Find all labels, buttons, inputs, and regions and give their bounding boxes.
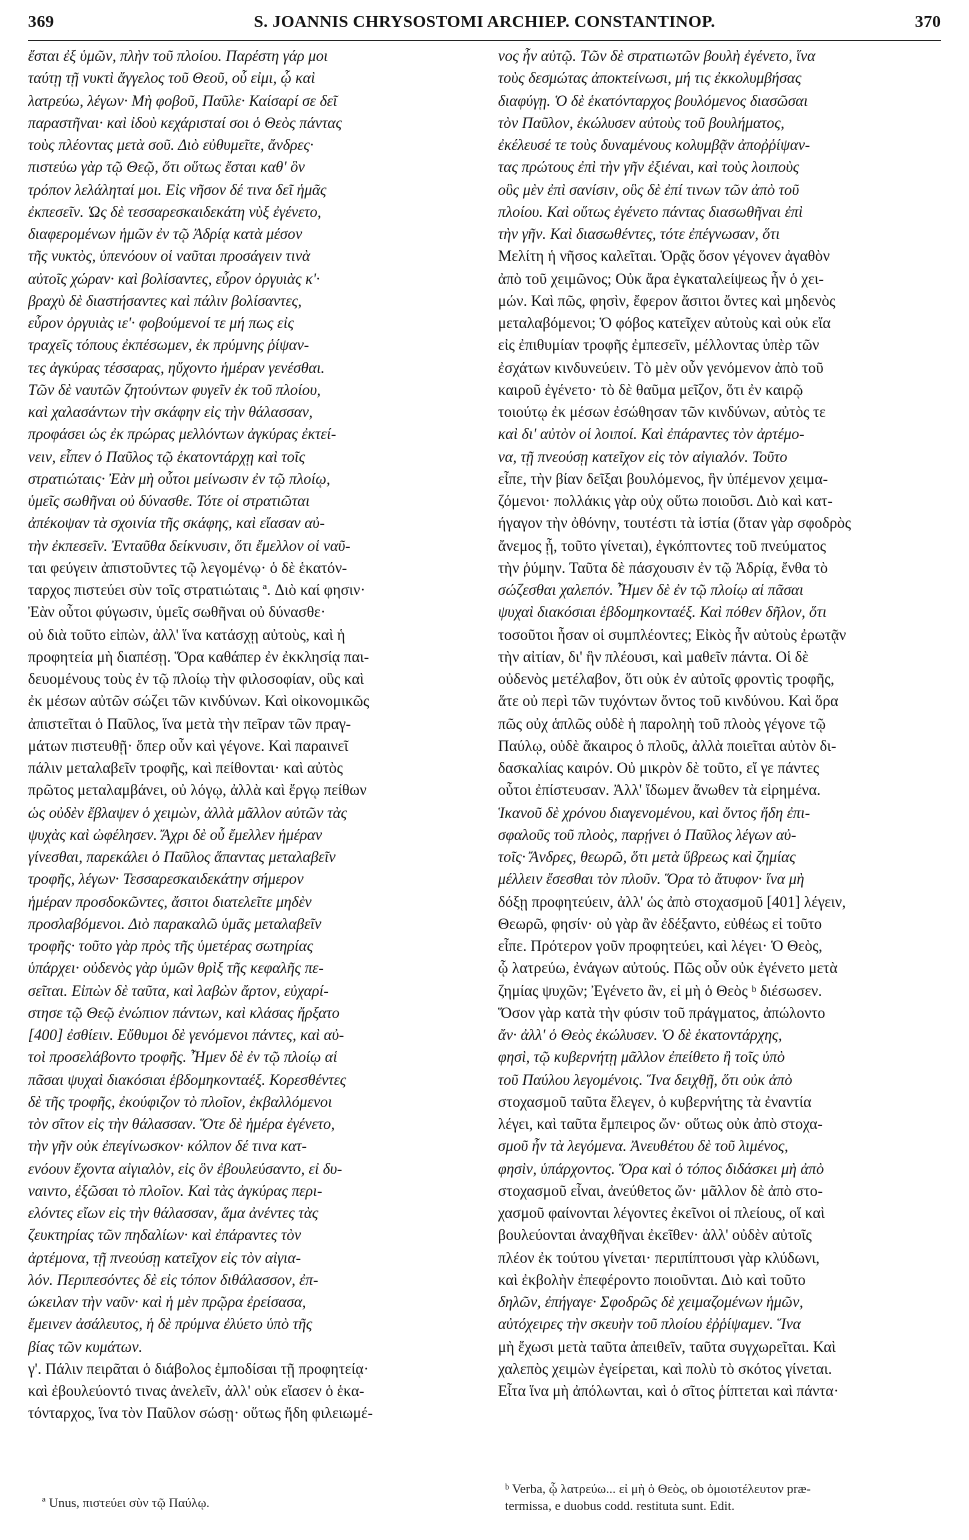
text-line: σφαλοῦς τοῦ πλοὸς, παρῄνει ὁ Παῦλος λέγων αὐ- — [498, 826, 797, 844]
text-line: Ὅσον γὰρ κατὰ τὴν φύσιν τοῦ πράγματος, ἀπώλοντο — [498, 1004, 826, 1022]
text-line: να, τῇ πνεούσῃ κατεῖχον εἰς τὸν αἰγιαλόν. Τοῦτο — [498, 448, 788, 466]
footnote-b-line-1: ᵇ Verba, ᾧ λατρεύω... εἰ μὴ ὁ Θεὸς, ob ὁμοιοτέλευτον præ- — [505, 1481, 811, 1496]
text-line: στησε τῷ Θεῷ ἐνώπιον πάντων, καὶ κλάσας ἤρξατο — [28, 1004, 340, 1022]
text-line: ώκειλαν τὴν ναῦν· καὶ ἡ μὲν πρῷρα ἐρείσασα, — [28, 1294, 307, 1311]
text-line: ἡμέραν προσδοκῶντες, ἄσιτοι διατελεῖτε μηδὲν — [28, 893, 312, 911]
left-column — [28, 46, 480, 1426]
text-line: λόν. Περιπεσόντες δὲ εἰς τόπον διθάλασσον, ἐπ- — [28, 1271, 319, 1289]
text-line: σώζεσθαι χαλεπόν. Ἦμεν δὲ ἐν τῷ πλοίῳ αἱ πᾶσαι — [498, 582, 804, 599]
text-line: τροφῆς· τοῦτο γὰρ πρὸς τῆς ὑμετέρας σωτηρίας — [28, 938, 314, 955]
text-line: δὲ τῆς τροφῆς, ἐκούφιζον τὸ πλοῖον, ἐκβαλλόμενοι — [28, 1093, 333, 1111]
text-line: στρατιώταις· Ἐὰν μὴ οὗτοι μείνωσιν ἐν τῷ πλοίῳ, — [28, 470, 331, 488]
text-line: μεταλαβόμενοι; Ὁ φόβος κατεῖχεν αὐτοὺς καὶ οὐκ εἴα — [498, 315, 831, 332]
text-line: ὡς οὐδὲν ἔβλαψεν ὁ χειμὼν, ἀλλὰ μᾶλλον αὐτῶν τὰς — [28, 804, 348, 822]
text-line: ταύτῃ τῇ νυκτὶ ἄγγελος τοῦ Θεοῦ, οὗ εἰμι, ᾧ καὶ — [28, 70, 316, 88]
text-line: ελόντες εἴων εἰς τὴν θάλασσαν, ἅμα ἀνέντες τὰς — [28, 1205, 319, 1222]
text-line: σεῖται. Εἰπὼν δὲ ταῦτα, καὶ λαβὼν ἄρτον, εὐχαρί- — [28, 982, 329, 1000]
text-line: Μελίτη ἡ νῆσος καλεῖται. Ὁρᾷς ὅσον γέγονεν ἀγαθὸν — [498, 248, 830, 266]
text-line: οὐδενὸς μετέλαβον, ὅτι οὐκ ἐν αὐτοῖς φροντὶς τροφῆς, — [498, 671, 835, 688]
text-line: ζημίας ψυχῶν; Ἐγένετο ἂν, εἰ μὴ ὁ Θεὸς ᵇ διέσωσεν. — [498, 982, 822, 1000]
text-line: ὑπάρχει· οὐδενὸς γὰρ ὑμῶν θρὶξ τῆς κεφαλῆς πε- — [28, 960, 324, 978]
footnote-a: ª Unus, πιστεύει σὺν τῷ Παύλῳ. — [42, 1495, 210, 1510]
text-line: καιροῦ ἐγένετο· τὸ δὲ θαῦμα μεῖζον, ὅτι ἐν καιρῷ — [498, 381, 803, 399]
text-line: πάλιν μεταλαβεῖν τροφῆς, καὶ πείθονται· καὶ αὐτὸς — [28, 760, 343, 777]
text-line: τροφῆς, λέγων· Τεσσαρεσκαιδεκάτην σήμερον — [28, 871, 304, 889]
right-column — [498, 46, 950, 1403]
text-line: ἐκέλευσέ τε τοὺς δυναμένους κολυμβᾷν ἀποῤῥίψαν- — [498, 137, 811, 154]
text-line: ἐκπεσεῖν. Ὡς δὲ τεσσαρεσκαιδεκάτη νὺξ ἐγένετο, — [28, 203, 322, 221]
text-line: τὴν αἰτίαν, δι' ἣν πλέουσι, καὶ μαθεῖν πάντα. Οἱ δὲ — [498, 648, 809, 666]
text-line: ται φεύγειν ἀπιστοῦντες τῷ λεγομένῳ· ὁ δὲ ἑκατόν- — [28, 559, 348, 577]
text-line: τρόπον λελάληταί μοι. Εἰς νῆσον δέ τινα δεῖ ἡμᾶς — [28, 181, 327, 199]
text-line: γίνεσθαι, παρεκάλει ὁ Παῦλος ἅπαντας μεταλαβεῖν — [28, 849, 336, 866]
text-line: πλέον ἐκ τούτου γίνεται· περιπίπτουσι γὰρ κλύδωνι, — [498, 1249, 820, 1267]
text-line: ζευκτηρίας τῶν πηδαλίων· καὶ ἐπάραντες τὸν — [28, 1227, 302, 1245]
text-line: ἄν· ἀλλ' ὁ Θεὸς ἐκώλυσεν. Ὁ δὲ ἑκατοντάρχης, — [498, 1027, 783, 1044]
text-line: καὶ δι' αὐτὸν οἱ λοιποί. Καὶ ἐπάραντες τὸν ἀρτέμο- — [498, 426, 805, 444]
text-line: τοὺς πλέοντας μετὰ σοῦ. Διὸ εὐθυμεῖτε, ἄνδρες· — [28, 137, 314, 154]
text-line: τὸν Παῦλον, ἐκώλυσεν αὐτοὺς τοῦ βουλήματος, — [498, 114, 785, 132]
text-line: δόξῃ προφητεύειν, ἀλλ' ὡς ἀπὸ στοχασμοῦ [401] λέγειν, — [498, 893, 846, 911]
text-line: τὴν ἐκπεσεῖν. Ἐνταῦθα δείκνυσιν, ὅτι ἔμελλον οἱ ναῦ- — [28, 537, 351, 555]
text-line: καὶ ἐκβολὴν ἐπεφέροντο ποιοῦνται. Διὸ καὶ τοῦτο — [498, 1271, 806, 1289]
text-line: προφάσει ὡς ἐκ πρώρας μελλόντων ἀγκύρας ἐκτεί- — [28, 426, 337, 444]
text-line: τοιούτῳ ἐκ μέσων ἐσώθησαν τῶν κινδύνων, αὐτὸς τε — [498, 404, 826, 421]
text-line: δασκαλίας καιρόν. Οὐ μικρὸν δὲ τοῦτο, εἴ γε πάντες — [498, 760, 820, 777]
text-line: εἰς ἐπιθυμίαν τροφῆς ἐμπεσεῖν, μέλλοντας ὑπὲρ τῶν — [498, 337, 820, 355]
text-line: βουλεύονται ἀναχθῆναι ἐκεῖθεν· ἀλλ' οὐδὲν αὐτοῖς — [498, 1227, 812, 1245]
text-line: προφητεία μὴ διαπέσῃ. Ὅρα καθάπερ ἐν ἐκκλησίᾳ παι- — [28, 648, 370, 666]
text-line: ἐκ μέσων αὐτῶν σώζει τῶν κινδύνων. Καὶ οἰκονομικῶς — [28, 693, 370, 711]
text-line: τὴν γῆν οὐκ ἐπεγίνωσκον· κόλπον δέ τινα κατ- — [28, 1138, 307, 1156]
text-line: νειν, εἶπεν ὁ Παῦλος τῷ ἑκατοντάρχῃ καὶ τοῖς — [28, 448, 306, 466]
text-line: Ἱκανοῦ δὲ χρόνου διαγενομένου, καὶ ὄντος ἤδη ἐπι- — [498, 804, 810, 822]
text-line: παραστῆναι· καὶ ἰδοὺ κεχάρισταί σοι ὁ Θεὸς πάντας — [28, 114, 342, 132]
text-line: οὗτοι ἐπίστευσαν. Ἀλλ' ἴδωμεν ἄνωθεν τὰ εἰρημένα. — [498, 782, 821, 800]
text-line: ταρχος πιστεύει σὺν τοῖς στρατιώταις ª. Διὸ καί φησιν· — [28, 582, 366, 599]
text-line: τες ἀγκύρας τέσσαρας, ηὔχοντο ἡμέραν γενέσθαι. — [28, 359, 325, 377]
text-line: βίας τῶν κυμάτων. — [28, 1338, 143, 1356]
text-line: αὐτόχειρες τὴν σκευὴν τοῦ πλοίου ἐῤῥίψαμεν. Ἵνα — [498, 1316, 801, 1334]
footnote-right — [505, 1480, 945, 1514]
text-line: γ'. Πάλιν πειρᾶται ὁ διάβολος ἐμποδίσαι τῇ προφητείᾳ· — [28, 1360, 369, 1378]
text-line: μών. Καὶ πῶς, φησὶν, ἔφερον ἄσιτοι ὄντες καὶ μηδενὸς — [498, 292, 836, 310]
text-line: καὶ χαλασάντων τὴν σκάφην εἰς τὴν θάλασσαν, — [28, 404, 313, 421]
text-line: τὸν σῖτον εἰς τὴν θάλασσαν. Ὅτε δὲ ἡμέρα ἐγένετο, — [28, 1116, 335, 1133]
text-line: φησὶν, ὑπάρχοντος. Ὅρα καὶ ὁ τόπος διδάσκει μὴ ἀπὸ — [498, 1160, 824, 1178]
text-line: φησὶ, τῷ κυβερνήτῃ μᾶλλον ἐπείθετο ἢ τοῖς ὑπὸ — [498, 1049, 785, 1067]
text-line: τοσοῦτοι ἦσαν οἱ συμπλέοντες; Εἰκὸς ἦν αὐτοὺς ἐρωτᾷν — [498, 626, 847, 644]
text-line: ἀρτέμονα, τῇ πνεούσῃ κατεῖχον εἰς τὸν αἰγια- — [28, 1249, 301, 1267]
text-line: τοὺς δεσμώτας ἀποκτείνωσι, μή τις ἐκκολυμβήσας — [498, 70, 802, 88]
text-line: δηλῶν, ἐπήγαγε· Σφοδρῶς δὲ χειμαζομένων ἡμῶν, — [498, 1294, 804, 1311]
text-line: Τῶν δὲ ναυτῶν ζητούντων φυγεῖν ἐκ τοῦ πλοίου, — [28, 381, 321, 399]
text-line: πᾶσαι ψυχαὶ διακόσιαι ἑβδομηκονταέξ. Κορεσθέντες — [28, 1071, 347, 1089]
text-line: [400] ἐσθίειν. Εὔθυμοι δὲ γενόμενοι πάντες, καὶ αὐ- — [28, 1027, 345, 1044]
text-line: ἀπιστεῖται ὁ Παῦλος, ἵνα μετὰ τὴν πεῖραν τῶν πραγ- — [28, 715, 351, 733]
text-line: πιστεύω γὰρ τῷ Θεῷ, ὅτι οὕτως ἔσται καθ' ὃν — [28, 159, 305, 177]
text-line: ενόουν ἔχοντα αἰγιαλὸν, εἰς ὃν ἐβουλεύσαντο, εἰ δυ- — [28, 1160, 343, 1178]
text-line: δευομένους τοὺς ἐν τῷ πλοίῳ τὴν φιλοσοφίαν, οὓς καὶ — [28, 671, 364, 688]
text-line: ἔμεινεν ἀσάλευτος, ἡ δὲ πρύμνα ἐλύετο ὑπὸ τῆς — [28, 1316, 313, 1334]
text-line: ἔσται ἐξ ὑμῶν, πλὴν τοῦ πλοίου. Παρέστη γάρ μοι — [28, 48, 328, 65]
text-line: ζόμενοι· πολλάκις γὰρ οὐχ οὕτω ποιοῦσι. Διὸ καὶ κατ- — [498, 493, 833, 510]
text-line: χασμοῦ φαίνονται λέγοντες ἐκεῖνοι οἱ πλείους, οἵ καὶ — [498, 1205, 825, 1222]
text-line: ἀπὸ τοῦ χειμῶνος; Οὐκ ἄρα ἐγκαταλείψεως ἦν ὁ χει- — [498, 270, 824, 288]
text-line: ὑμεῖς σωθῆναι οὐ δύνασθε. Τότε οἱ στρατιῶται — [28, 493, 310, 510]
text-line: τὴν γῆν. Καὶ διασωθέντες, τότε ἐπέγνωσαν, ὅτι — [498, 226, 780, 243]
text-line: χαλεπὸς χειμὼν ἐγείρεται, καὶ πολὺ τὸ σκότος γίνεται. — [498, 1360, 832, 1378]
text-line: τας πρώτους ἐπὶ τὴν γῆν ἐξιέναι, καὶ τοὺς λοιποὺς — [498, 159, 800, 177]
text-line: ἄνεμος ᾖ, τοῦτο γίνεται), ἐγκόπτοντες τοῦ πνεύματος — [498, 537, 826, 555]
text-line: ἀπέκοψαν τὰ σχοινία τῆς σκάφης, καὶ εἴασαν αὐ- — [28, 515, 325, 533]
footnote-b-line-2: termissa, e duobus codd. restituta sunt. Edit. — [505, 1498, 735, 1513]
text-line: αὐτοῖς χώραν· καὶ βολίσαντες, εὗρον ὀργυιὰς κ'· — [28, 270, 320, 288]
text-line: νος ἦν αὐτῷ. Τῶν δὲ στρατιωτῶν βουλὴ ἐγένετο, ἵνα — [498, 48, 816, 65]
text-line: ήγαγον τὴν ὀθόνην, τουτέστι τὰ ἱστία (ὅταν γὰρ σφοδρὸς — [498, 515, 851, 533]
text-line: πλοίου. Καὶ οὕτως ἐγένετο πάντας διασωθῆναι ἐπὶ — [498, 203, 803, 221]
text-line: τόνταρχος, ἵνα τὸν Παῦλον σώσῃ· οὕτως ἤδη φιλειωμέ- — [28, 1405, 373, 1423]
text-line: βραχὺ δὲ διαστήσαντες καὶ πάλιν βολίσαντες, — [28, 292, 302, 310]
text-line: εἶπε. Πρότερον γοῦν προφητεύει, καὶ λέγει· Ὁ Θεὸς, — [498, 938, 823, 955]
text-line: τὴν ῥύμην. Ταῦτα δὲ πάσχουσιν ἐν τῷ Ἀδρίᾳ, ἔνθα τὸ — [498, 559, 828, 577]
text-line: Θεωρῶ, φησίν· οὐ γὰρ ἂν ἐδέξαντο, εὐθέως εἰ τοῦτο — [498, 915, 822, 933]
text-line: διαφερομένων ἡμῶν ἐν τῷ Ἀδρίᾳ κατὰ μέσον — [28, 226, 303, 243]
text-line: καὶ ἐβουλεύοντό τινας ἀνελεῖν, ἀλλ' οὐκ εἴασεν ὁ ἑκα- — [28, 1383, 365, 1400]
text-line: στοχασμοῦ ταῦτα ἔλεγεν, ὁ κυβερνήτης τὰ ἐναντία — [498, 1093, 812, 1111]
text-line: οὐ διὰ τοῦτο εἰπὼν, ἀλλ' ἵνα κατάσχῃ αὐτοὺς, καὶ ἡ — [28, 626, 346, 644]
text-line: πῶς οὐχ ἁπλῶς οὐδὲ ἡ παροληὴ τοῦ πλοὸς γέγονε τῷ — [498, 715, 826, 733]
text-line: εὗρον ὀργυιὰς ιε'· φοβούμενοί τε μή πως εἰς — [28, 315, 294, 332]
text-line: μὴ ἔχωσι μετὰ ταῦτα ἀπειθεῖν, ταῦτα συγχωρεῖται. Καὶ — [498, 1338, 836, 1356]
text-line: Εἶτα ἵνα μὴ ἀπόλωνται, καὶ ὁ σῖτος ῥίπτεται καὶ πάντα· — [498, 1383, 839, 1400]
footnote-left — [42, 1494, 462, 1511]
text-line: τῆς νυκτὸς, ὑπενόουν οἱ ναῦται προσάγειν τινὰ — [28, 248, 311, 266]
text-line: τοῦ Παύλου λεγομένοις. Ἵνα δειχθῇ, ὅτι οὐκ ἀπὸ — [498, 1071, 793, 1089]
text-line: λατρεύω, λέγων· Μὴ φοβοῦ, Παῦλε· Καίσαρί σε δεῖ — [28, 92, 338, 110]
text-line: ἅτε οὐ περὶ τῶν τυχόντων ὄντος τοῦ κινδύνου. Καὶ ὅρα — [498, 693, 839, 711]
text-line: λέγει, καὶ ταῦτα ἔμπειρος ὤν· οὕτως οὐκ ἀπὸ στοχα- — [498, 1116, 823, 1133]
text-line: τοὶ προσελάβοντο τροφῆς. Ἦμεν δὲ ἐν τῷ πλοίῳ αἱ — [28, 1049, 338, 1067]
text-line: ψυχαὶ διακόσιαι ἑβδομηκονταέξ. Καὶ πόθεν δῆλον, ὅτι — [498, 604, 827, 622]
text-line: σμοῦ ἦν τὰ λεγόμενα. Ἀνευθέτου δὲ τοῦ λιμένος, — [498, 1138, 789, 1156]
text-line: ψυχὰς καὶ ὠφέλησεν. Ἄχρι δὲ οὗ ἔμελλεν ἡμέραν — [28, 826, 323, 844]
running-title: S. JOANNIS CHRYSOSTOMI ARCHIEP. CONSTANTINOP. — [253, 12, 716, 31]
text-line: στοχασμοῦ εἶναι, ἀνεύθετος ὤν· μᾶλλον δὲ ἀπὸ στο- — [498, 1182, 823, 1200]
text-line: τοῖς· Ἄνδρες, θεωρῶ, ὅτι μετὰ ὕβρεως καὶ ζημίας — [498, 849, 796, 866]
text-line: τραχεῖς τόπους ἐκπέσωμεν, ἐκ πρύμνης ῥίψαν- — [28, 337, 309, 355]
page-number-right: 370 — [914, 12, 941, 31]
text-line: εἶπε, τὴν βίαν δεῖξαι βουλόμενος, ἣν ὑπέμενον χειμα- — [498, 470, 828, 488]
text-line: μέλλειν ἔσεσθαι τὸν πλοῦν. Ὅρα τὸ ἄτυφον· ἵνα μὴ — [498, 871, 805, 889]
header-rule — [28, 40, 941, 41]
text-line: ᾧ λατρεύω, ἐνάγων αὐτούς. Πῶς οὖν οὐκ ἐγένετο μετὰ — [498, 960, 838, 978]
text-line: διαφύγῃ. Ὁ δὲ ἑκατόνταρχος βουλόμενος διασῶσαι — [498, 92, 808, 110]
text-line: ναιντο, ἐξῶσαι τὸ πλοῖον. Καὶ τὰς ἀγκύρας περι- — [28, 1182, 323, 1200]
text-line: Ἐὰν οὗτοι φύγωσιν, ὑμεῖς σωθῆναι οὐ δύνασθε· — [28, 604, 326, 622]
text-line: μάτων πιστευθῇ· ὅπερ οὖν καὶ γέγονε. Καὶ παραινεῖ — [28, 737, 349, 755]
text-line: ἐσχάτων κινδυνεύειν. Τὸ μὲν οὖν γενόμενον ἀπὸ τοῦ — [498, 359, 824, 377]
text-line: πρῶτος μεταλαμβάνει, οὐ λόγῳ, ἀλλὰ καὶ ἔργῳ πείθων — [28, 782, 367, 800]
text-line: Παύλῳ, οὐδὲ ἄκαιρος ὁ πλοῦς, ἀλλὰ ποιεῖται αὐτὸν δι- — [498, 737, 837, 755]
text-line: οὓς μὲν ἐπὶ σανίσιν, οὓς δὲ ἐπί τινων τῶν ἀπὸ τοῦ — [498, 181, 800, 199]
page-number-left: 369 — [28, 12, 55, 31]
text-line: προσλαβόμενοι. Διὸ παρακαλῶ ὑμᾶς μεταλαβεῖν — [28, 915, 322, 933]
